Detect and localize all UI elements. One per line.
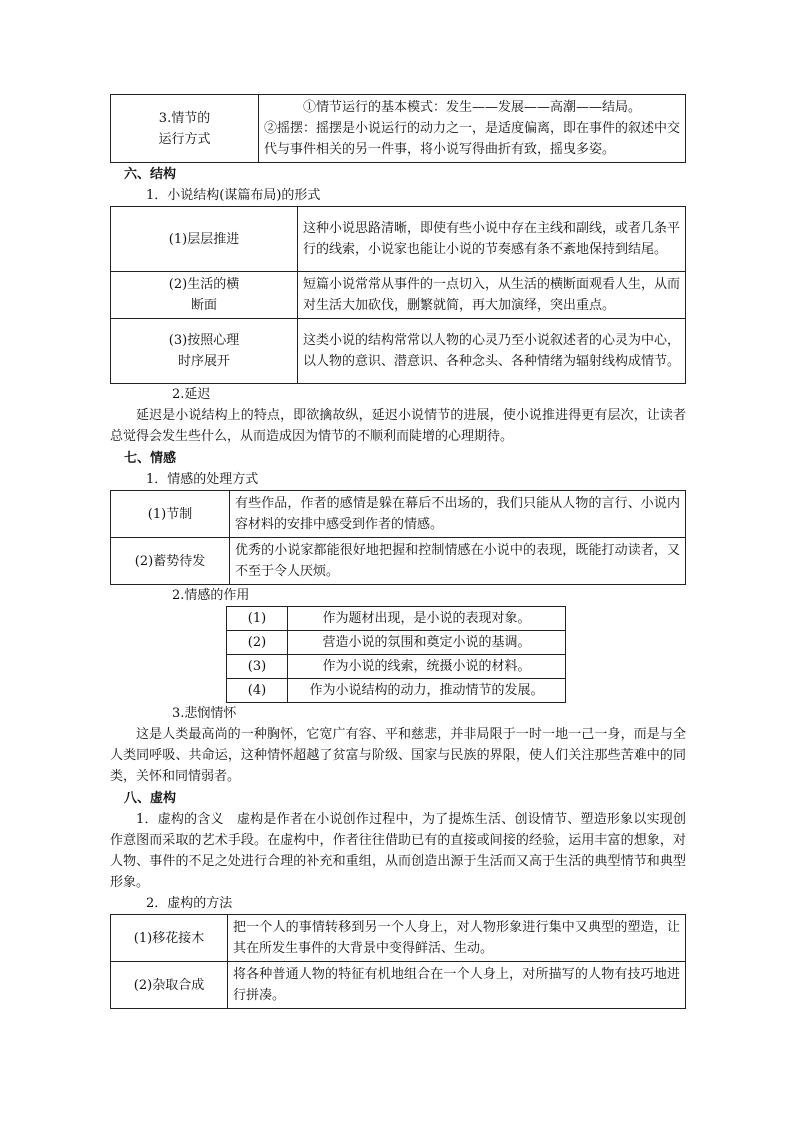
section6-sub1: 1．小说结构(谋篇布局)的形式 (146, 188, 321, 203)
section8-sub2: 2．虚构的方法 (146, 896, 233, 911)
table-row (111, 962, 686, 1009)
plot-label-line1: 3.情节的 (158, 110, 211, 126)
structure-label: (1)层层推进 (168, 231, 240, 247)
structure-label-cont: 断面 (190, 298, 217, 313)
structure-text-cell: 这类小说的结构常常以人物的心灵乃至小说叙述者的心灵为中心，以人物的意识、潜意识、各种念头、各种情绪为辐射线构成情节。 (298, 319, 686, 384)
function-text: 作为小说结构的动力，推动情节的发展。 (288, 679, 566, 703)
section7-sub3: 3.悲悯情怀 (172, 706, 237, 721)
plot-item-1: ①情节运行的基本模式：发生——发展——高潮——结局。 (302, 100, 641, 115)
function-num: (4) (227, 679, 288, 703)
section6-sub2: 2.延迟 (172, 387, 211, 402)
structure-text-cell: 这种小说思路清晰，即使有些小说中存在主线和副线，或者几条平行的线索，小说家也能让小说的节奏感有条不紊地保持到结尾。 (298, 207, 686, 272)
method-text-cell: 把一个人的事情转移到另一个人身上，对人物形象进行集中又典型的塑造，让其在所发生事件的大背景中变得鲜活、生动。 (228, 915, 686, 962)
emotion-table (110, 490, 686, 585)
table-row (227, 655, 566, 679)
table-row (111, 915, 686, 962)
table-row (111, 207, 686, 272)
function-text: 作为小说的线索，统摄小说的材料。 (288, 655, 566, 679)
plot-item-2: ②摇摆：摇摆是小说运行的动力之一，是适度偏离，即在事件的叙述中交代与事件相关的另一件事，将小说写得曲折有致，摇曳多姿。 (264, 121, 681, 157)
emotion-label-cell: (2)蓄势待发 (111, 538, 230, 585)
table-row (111, 319, 686, 384)
structure-label-cell (111, 272, 298, 319)
document-page (110, 94, 686, 1009)
function-text: 作为题材出现，是小说的表现对象。 (288, 607, 566, 631)
section7-sub2: 2.情感的作用 (172, 588, 250, 603)
table-row (111, 491, 686, 538)
structure-label-cont: 时序展开 (177, 354, 230, 369)
plot-table (110, 94, 686, 163)
structure-label: (2)生活的横 (168, 277, 240, 292)
table-row (111, 272, 686, 319)
structure-label: (3)按照心理 (168, 333, 240, 348)
fiction-method-table (110, 914, 686, 1009)
structure-table (110, 206, 686, 384)
section7-sub1: 1．情感的处理方式 (146, 472, 259, 487)
section8-para1: 1．虚构的含义 虚构是作者在小说创作过程中，为了提炼生活、创设情节、塑造形象以实现创作意图而采取的艺术手段。在虚构中，作者往往借助已有的直接或间接的经验，运用丰富的想象，对人物、事件的不足之处进行合理的补充和重组，从而创造出源于生活而又高于生活的典型情节和典型形象。 (110, 812, 686, 890)
method-text-cell: 将各种普通人物的特征有机地组合在一个人身上，对所描写的人物有技巧地进行拼凑。 (228, 962, 686, 1009)
table-row (111, 95, 686, 163)
section8-heading: 八、虚构 (124, 791, 177, 806)
function-num: (1) (227, 607, 288, 631)
table-row (111, 538, 686, 585)
structure-label-cell (111, 319, 298, 384)
plot-label-line2: 运行方式 (158, 131, 211, 147)
section7-para3: 这是人类最高尚的一种胸怀，它宽广有容、平和慈悲，并非局限于一时一地一己一身，而是与全人类同呼吸、共命运，这种情怀超越了贫富与阶级、国家与民族的界限，使人们关注那些苦难中的同类，关怀和同情弱者。 (110, 727, 686, 784)
plot-text-cell (259, 95, 686, 163)
emotion-text-cell: 有些作品，作者的感情是躲在幕后不出场的，我们只能从人物的言行、小说内容材料的安排中感受到作者的情感。 (230, 491, 686, 538)
plot-label-cell (111, 95, 259, 163)
method-label-cell: (2)杂取合成 (111, 962, 228, 1009)
function-num: (3) (227, 655, 288, 679)
section7-heading: 七、情感 (124, 451, 177, 466)
function-text: 营造小说的氛围和奠定小说的基调。 (288, 631, 566, 655)
emotion-text-cell: 优秀的小说家都能很好地把握和控制情感在小说中的表现，既能打动读者，又不至于令人厌烦。 (230, 538, 686, 585)
section6-para2: 延迟是小说结构上的特点，即欲擒故纵，延迟小说情节的进展，使小说推进得更有层次，让读者总觉得会发生些什么，从而造成因为情节的不顺利而陡增的心理期待。 (110, 408, 686, 444)
emotion-function-table (226, 606, 566, 703)
section6-heading: 六、结构 (124, 167, 177, 182)
structure-text-cell: 短篇小说常常从事件的一点切入，从生活的横断面观看人生，从而对生活大加砍伐，删繁就简，再大加演绎，突出重点。 (298, 272, 686, 319)
table-row (227, 607, 566, 631)
table-row (227, 679, 566, 703)
structure-label-cell (111, 207, 298, 272)
emotion-label-cell: (1)节制 (111, 491, 230, 538)
table-row (227, 631, 566, 655)
function-num: (2) (227, 631, 288, 655)
method-label-cell: (1)移花接木 (111, 915, 228, 962)
